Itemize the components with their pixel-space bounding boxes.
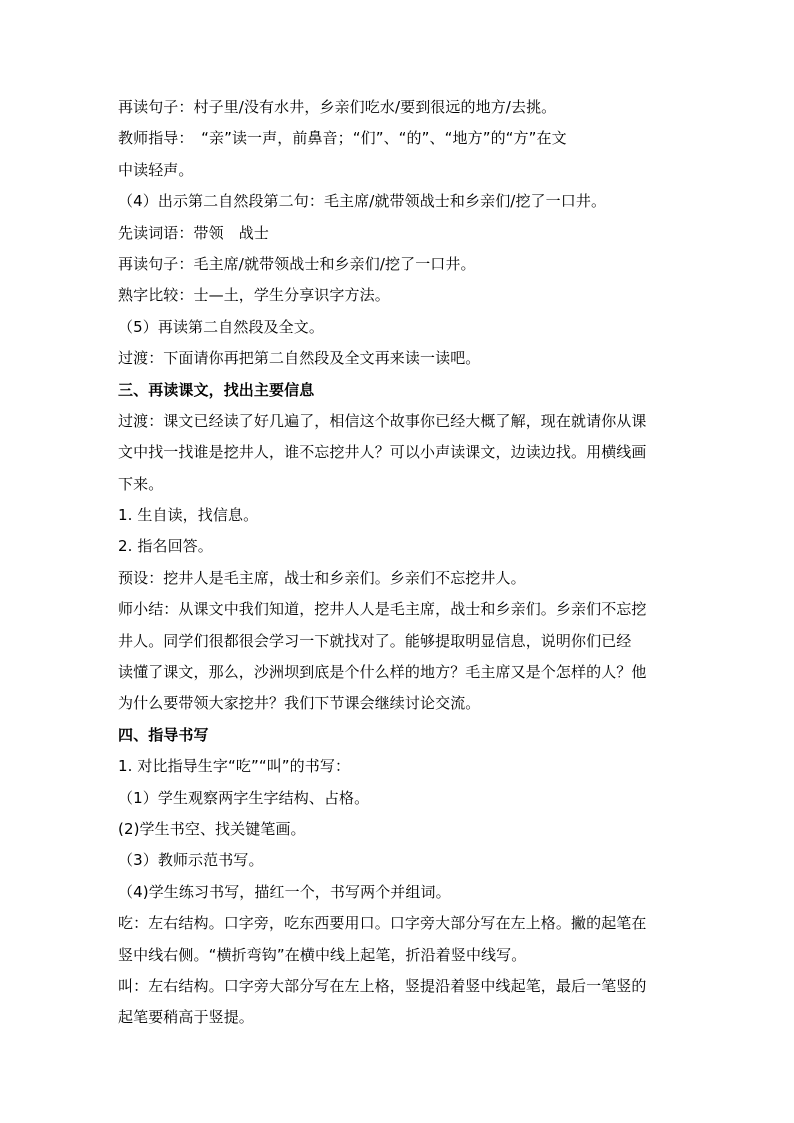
text-line: 过渡：课文已经读了好几遍了，相信这个故事你已经大概了解，现在就请你从课 — [118, 411, 647, 430]
text-line: 再读句子：毛主席/就带领战士和乡亲们/挖了一口井。 — [118, 254, 476, 273]
text-line: 读懂了课文，那么，沙洲坝到底是个什么样的地方？毛主席又是个怎样的人？他 — [118, 663, 647, 682]
text-line: 叫：左右结构。口字旁大部分写在左上格，竖提沿着竖中线起笔，最后一笔竖的 — [118, 976, 647, 995]
text-line: 文中找一找谁是挖井人，谁不忘挖井人？可以小声读课文，边读边找。用横线画 — [118, 443, 647, 462]
document-body — [118, 92, 678, 1034]
text-line: 预设：挖井人是毛主席，战士和乡亲们。乡亲们不忘挖井人。 — [118, 568, 526, 587]
text-line: （4）出示第二自然段第二句：毛主席/就带领战士和乡亲们/挖了一口井。 — [118, 192, 607, 211]
text-line: 先读词语：带领 战士 — [118, 223, 270, 242]
text-line: 1. 对比指导生字“吃”“叫”的书写： — [118, 757, 351, 776]
text-line: (2)学生书空、找关键笔画。 — [118, 819, 306, 838]
text-line: 竖中线右侧。“横折弯钩”在横中线上起笔，折沿着竖中线写。 — [118, 945, 527, 964]
text-line: 下来。 — [118, 474, 164, 493]
text-line: 井人。同学们很都很会学习一下就找对了。能够提取明显信息，说明你们已经 — [118, 631, 632, 650]
text-line: 1. 生自读，找信息。 — [118, 506, 259, 525]
text-line: 熟字比较：士—土，学生分享识字方法。 — [118, 286, 390, 305]
text-line: 教师指导： “亲”读一声，前鼻音；“们”、“的”、“地方”的“方”在文 — [118, 129, 567, 148]
text-line: 为什么要带领大家挖井？我们下节课会继续讨论交流。 — [118, 694, 481, 713]
section-heading: 三、再读课文，找出主要信息 — [118, 380, 315, 399]
text-line: 起笔要稍高于竖提。 — [118, 1008, 254, 1027]
text-line: 中读轻声。 — [118, 160, 194, 179]
text-line: （3）教师示范书写。 — [118, 851, 264, 870]
text-line: 2. 指名回答。 — [118, 537, 213, 556]
section-heading: 四、指导书写 — [118, 725, 209, 744]
text-line: 吃：左右结构。口字旁，吃东西要用口。口字旁大部分写在左上格。撇的起笔在 — [118, 914, 647, 933]
text-line: （5）再读第二自然段及全文。 — [118, 317, 324, 336]
text-line: 再读句子：村子里/没有水井，乡亲们吃水/要到很远的地方/去挑。 — [118, 98, 557, 116]
text-line: （1）学生观察两字生字结构、占格。 — [118, 788, 370, 807]
text-line: （4)学生练习书写，描红一个，书写两个并组词。 — [118, 882, 451, 901]
text-line: 师小结：从课文中我们知道，挖井人人是毛主席，战士和乡亲们。乡亲们不忘挖 — [118, 600, 647, 619]
text-line: 过渡：下面请你再把第二自然段及全文再来读一读吧。 — [118, 349, 481, 368]
